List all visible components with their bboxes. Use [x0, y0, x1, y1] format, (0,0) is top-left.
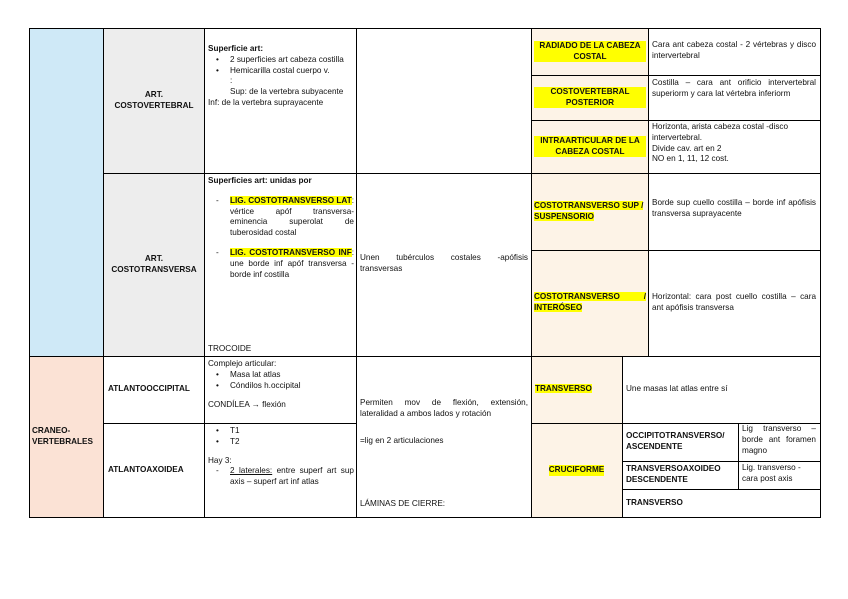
ligament-name-intraarticular	[534, 120, 646, 173]
ligament-desc-costotransverso-sup: Borde sup cuello costilla – borde inf apófisis transversa suprayacente	[652, 198, 816, 218]
surface-inf: Inf: de la vertebra suprayacente	[208, 98, 324, 108]
surface-bullet: • 2 superficies art cabeza costilla	[208, 55, 354, 66]
ligament-name-text: RADIADO DE LA CABEZA COSTAL	[534, 41, 646, 63]
surface-cell-atlantoaxoidea	[208, 426, 354, 488]
surface-title: Superficie art:	[208, 44, 264, 53]
cruciforme-occipitotransverso-desc: Lig transverso – borde ant foramen magno	[742, 424, 816, 455]
surface-condyle: CONDÍLEA → flexión	[208, 400, 286, 410]
desc-line: Horizonta, arista cabeza costal -disco intervertebral.	[652, 122, 789, 142]
joint-label-costovertebral	[104, 28, 204, 173]
ligament-desc-intraarticular	[652, 122, 816, 165]
group-label-craneo-vertebrales	[32, 356, 102, 518]
surface-sup: Sup: de la vertebra subyacente	[230, 87, 344, 97]
laterales-label: 2 laterales:	[230, 466, 273, 476]
surface-cell-costotransversa	[208, 176, 354, 281]
ligament-item	[208, 196, 354, 239]
surface-bullet: • Hemicarilla costal cuerpo v.	[208, 66, 354, 77]
desc-line: Divide cav. art en 2	[652, 143, 722, 153]
ligament-name-text: COSTOTRANSVERSO / INTERÓSEO	[534, 292, 646, 312]
surface-colon: :	[230, 76, 233, 86]
cruciforme-transversoaxoideo-desc: Lig. transverso - cara post axis	[742, 463, 801, 483]
surface-title: Complejo articular:	[208, 359, 277, 368]
surface-bullet: • T1	[208, 426, 354, 437]
ligament-name-transverso	[535, 356, 621, 423]
ligament-name-costovertebral-posterior	[534, 75, 646, 120]
joint-label-atlantoaxoidea	[108, 423, 204, 518]
ligament-name-radiado	[534, 28, 646, 75]
surface-title: Superficies art: unidas por	[208, 176, 312, 185]
ligament-name-text: COSTOTRANSVERSO SUP / SUSPENSORIO	[534, 200, 644, 221]
function-costotransversa: Unen tubérculos costales -apófisis transversas	[360, 253, 528, 273]
function-laminas: LÁMINAS DE CIERRE:	[360, 499, 446, 508]
cruciforme-transverso: TRANSVERSO	[626, 498, 683, 508]
surface-hay: Hay 3:	[208, 455, 232, 465]
surface-bullet: • T2	[208, 437, 354, 448]
ligament-desc: : une borde inf apóf transversa - borde inf costilla	[230, 248, 354, 279]
ligament-desc: : vértice apóf transversa- eminencia superolat de tuberosidad costal	[230, 195, 354, 238]
surface-cell-atlantooccipital	[208, 359, 354, 411]
group-cell-costal	[29, 28, 103, 356]
joint-label-costotransversa-text: ART. COSTOTRANSVERSA	[111, 253, 197, 274]
surface-bullet: • Masa lat atlas	[208, 370, 354, 381]
ligament-desc-radiado: Cara ant cabeza costal - 2 vértebras y disco intervertebral	[652, 40, 816, 60]
cruciforme-transversoaxoideo: TRANSVERSOAXOIDEO DESCENDENTE	[626, 464, 721, 484]
function-craneo-lig: =lig en 2 articulaciones	[360, 436, 444, 445]
function-craneo-mov: Permiten mov de flexión, extensión, lateralidad a ambos lados y rotación	[360, 398, 528, 418]
ligament-name-cruciforme	[532, 423, 621, 518]
desc-line: NO en 1, 11, 12 cost.	[652, 154, 729, 164]
ligament-name-text: INTRAARTICULAR DE LA CABEZA COSTAL	[534, 136, 646, 158]
ligament-name-costotransverso-sup	[534, 173, 646, 250]
ligament-name-text: COSTOVERTEBRAL POSTERIOR	[534, 87, 646, 109]
joint-label-atlantoaxoidea-text: ATLANTOAXOIDEA	[108, 465, 184, 475]
joint-label-costovertebral-text: ART. COSTOVERTEBRAL	[114, 89, 194, 110]
ligament-name: LIG. COSTOTRANSVERSO INF	[230, 248, 352, 258]
surface-bullet: • Cóndilos h.occipital	[208, 381, 354, 392]
cruciforme-occipitotransverso: OCCIPITOTRANSVERSO/ ASCENDENTE	[626, 431, 725, 451]
laterales-desc: entre superf art sup axis – superf art inf atlas	[230, 466, 354, 487]
ligament-item	[208, 248, 354, 280]
surface-cell-costovertebral	[208, 44, 354, 109]
joint-label-atlantooccipital	[108, 356, 204, 423]
ligament-name: LIG. COSTOTRANSVERSO LAT	[230, 195, 352, 205]
joint-label-atlantooccipital-text: ATLANTOOCCIPITAL	[108, 384, 190, 394]
ligament-desc-transverso: Une masas lat atlas entre sí	[626, 384, 728, 394]
ligament-name-text: TRANSVERSO	[535, 384, 592, 394]
group-label-text: CRANEO- VERTEBRALES	[32, 426, 93, 446]
surface-laterales	[208, 466, 354, 488]
joint-type-label: TROCOIDE	[208, 344, 252, 353]
ligament-desc-costovertebral-posterior: Costilla – cara ant orificio intervertebral superiorm y cara lat vértebra inferiorm	[652, 78, 816, 98]
joint-label-costotransversa	[104, 173, 204, 356]
ligament-name-costotransverso-interoseo	[534, 250, 646, 356]
ligament-desc-costotransverso-interoseo: Horizontal: cara post cuello costilla – cara ant apófisis transversa	[652, 292, 816, 312]
ligament-name-text: CRUCIFORME	[548, 465, 605, 475]
